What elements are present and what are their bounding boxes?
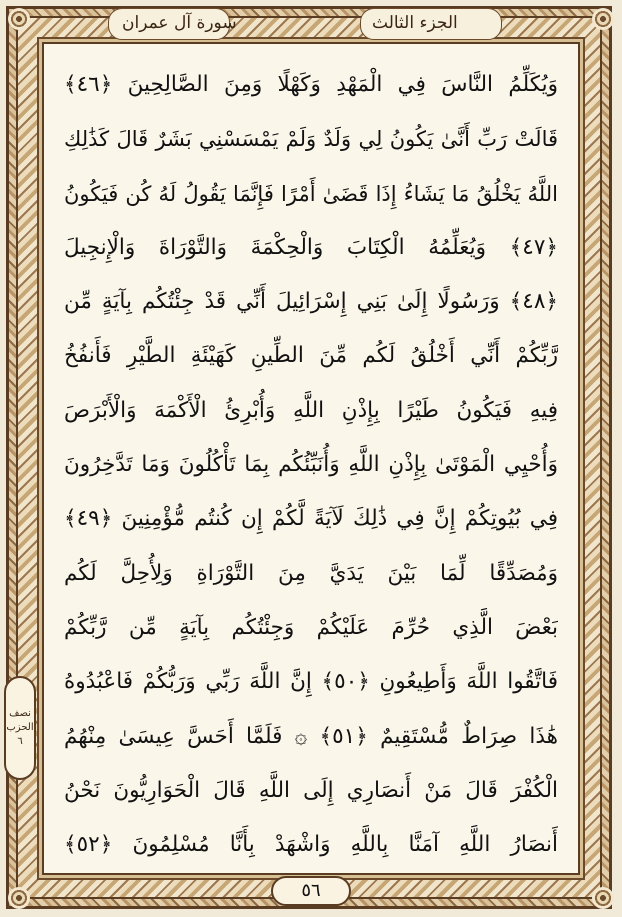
verse-line: قَالَتْ رَبِّ أَنَّىٰ يَكُونُ لِي وَلَدٌ وَلَمْ يَمْسَسْنِي بَشَرٌ قَالَ كَذَٰلِكِ: [64, 127, 558, 152]
page-number-cartouche: [271, 876, 351, 906]
verse-line: وَأُحْيِي الْمَوْتَىٰ بِإِذْنِ اللَّهِ وَأُنَبِّئُكُم بِمَا تَأْكُلُونَ وَمَا تَدَّخِرُونَ: [64, 452, 558, 478]
hizb-marker: [4, 676, 36, 780]
page-number: ٥٦: [301, 880, 321, 901]
verse-line: فِيهِ فَيَكُونُ طَيْرًا بِإِذْنِ اللَّهِ وَأُبْرِئُ الْأَكْمَهَ وَالْأَبْرَصَ: [64, 397, 558, 423]
verse-line: وَمُصَدِّقًا لِّمَا بَيْنَ يَدَيَّ مِنَ التَّوْرَاةِ وَلِأُحِلَّ لَكُم: [64, 560, 558, 586]
verse-line: ﴿٤٧﴾ وَيُعَلِّمُهُ الْكِتَابَ وَالْحِكْمَةَ وَالتَّوْرَاةَ وَالْإِنجِيلَ: [64, 234, 558, 260]
hizb-marker-line: نصف: [9, 708, 31, 719]
verse-line: وَيُكَلِّمُ النَّاسَ فِي الْمَهْدِ وَكَهْلًا وَمِنَ الصَّالِحِينَ ﴿٤٦﴾: [64, 72, 558, 97]
verse-line: أَنصَارُ اللَّهِ آمَنَّا بِاللَّهِ وَاشْهَدْ بِأَنَّا مُسْلِمُونَ ﴿٥٢﴾: [64, 832, 558, 858]
verse-line: رَّبِّكُمْ أَنِّي أَخْلُقُ لَكُم مِّنَ الطِّينِ كَهَيْئَةِ الطَّيْرِ فَأَنفُخُ: [64, 343, 558, 369]
verse-line: اللَّهُ يَخْلُقُ مَا يَشَاءُ إِذَا قَضَىٰ أَمْرًا فَإِنَّمَا يَقُولُ لَهُ كُن فَيَكُونُ: [64, 181, 558, 206]
corner-rosette-icon: [8, 887, 30, 909]
verse-line: الْكُفْرَ قَالَ مَنْ أَنصَارِي إِلَى اللَّهِ قَالَ الْحَوَارِيُّونَ نَحْنُ: [64, 777, 558, 803]
hizb-marker-line: ٦: [17, 736, 23, 747]
page-header: [0, 10, 622, 36]
verse-line: بَعْضَ الَّذِي حُرِّمَ عَلَيْكُمْ وَجِئْتُكُم بِآيَةٍ مِّن رَّبِّكُمْ: [64, 614, 558, 640]
verse-lines: [64, 58, 558, 872]
corner-rosette-icon: [592, 887, 614, 909]
hizb-marker-line: الحزب: [6, 722, 34, 733]
verse-line: ﴿٤٨﴾ وَرَسُولًا إِلَىٰ بَنِي إِسْرَائِيلَ أَنِّي قَدْ جِئْتُكُم بِآيَةٍ مِّن: [64, 289, 558, 315]
surah-title: سورة آل عمران: [122, 13, 237, 33]
verse-line: هَٰذَا صِرَاطٌ مُّسْتَقِيمٌ ﴿٥١﴾ ۞ فَلَمَّا أَحَسَّ عِيسَىٰ مِنْهُمُ: [64, 723, 558, 749]
verse-line: فِي بُيُوتِكُمْ إِنَّ فِي ذَٰلِكَ لَآيَةً لَّكُمْ إِن كُنتُم مُّؤْمِنِينَ ﴿٤٩﴾: [64, 506, 558, 532]
juz-title: الجزء الثالث: [372, 13, 458, 33]
verse-line: فَاتَّقُوا اللَّهَ وَأَطِيعُونِ ﴿٥٠﴾ إِنَّ اللَّهَ رَبِّي وَرَبُّكُمْ فَاعْبُدُوهُ: [64, 669, 558, 695]
